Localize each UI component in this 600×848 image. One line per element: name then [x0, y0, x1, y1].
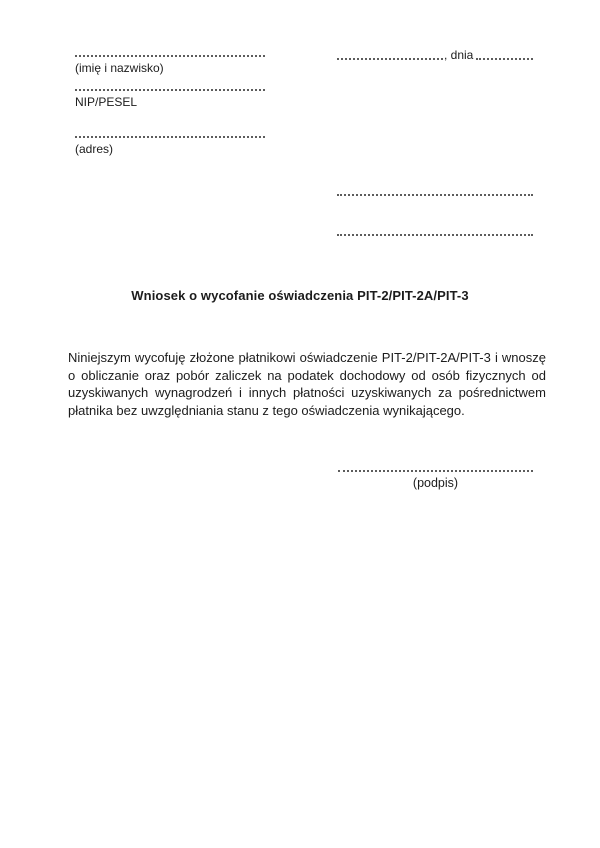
name-field-label: (imię i nazwisko): [75, 61, 164, 75]
document-body-paragraph: Niniejszym wycofuję złożone płatnikowi oświadczenie PIT-2/PIT-2A/PIT-3 i wnoszę o obliczanie oraz pobór zaliczek na podatek dochodowy od osób fizycznych od uzyskiwanych wynagrodzeń i innych płatności uzyskiwanych za pośrednictwem płatnika bez uwzględniania stanu z tego oświadczenia wynikającego.: [68, 350, 546, 418]
address-fill-line: [75, 136, 265, 138]
signature-label: (podpis): [412, 476, 459, 490]
address-field-label: (adres): [75, 142, 114, 156]
place-fill-line: [337, 58, 443, 60]
date-fill-line: [476, 58, 533, 60]
recipient-fill-line-2: [337, 234, 533, 236]
place-date-row: [337, 48, 533, 62]
name-fill-line: [75, 55, 265, 57]
date-label: , dnia: [444, 48, 474, 62]
document-title: Wniosek o wycofanie oświadczenia PIT-2/PIT-2A/PIT-3: [131, 288, 469, 303]
nip-pesel-field-label: NIP/PESEL: [75, 95, 138, 109]
recipient-fill-line-1: [337, 194, 533, 196]
signature-fill-line: [338, 470, 533, 472]
nip-pesel-fill-line: [75, 89, 265, 91]
